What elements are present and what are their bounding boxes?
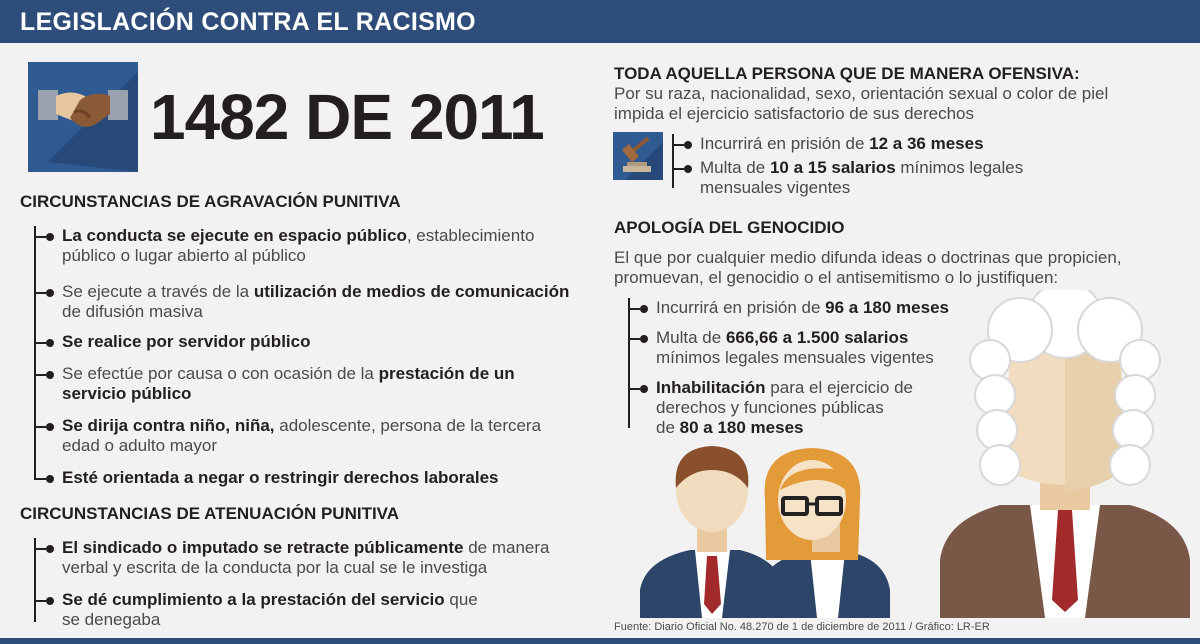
- list-rail: [34, 226, 36, 478]
- list-item-line: [62, 590, 478, 610]
- emphasis-text: Se dé cumplimiento a la prestación del servicio: [62, 590, 445, 609]
- bullet-dot-icon: [46, 475, 54, 483]
- body-text: de: [656, 418, 680, 437]
- source-note: Fuente: Diario Oficial No. 48.270 de 1 de diciembre de 2011 / Gráfico: LR-ER: [614, 621, 990, 633]
- list-connector: [34, 342, 46, 344]
- woman-figure: [760, 448, 890, 618]
- list-connector: [34, 600, 46, 602]
- bullet-dot-icon: [684, 141, 692, 149]
- body-text: para el ejercicio de: [765, 378, 913, 397]
- list-item-line: [62, 302, 569, 322]
- list-item-line: [62, 364, 515, 384]
- list-connector: [34, 236, 46, 238]
- agravacion-list: [34, 226, 594, 488]
- bullet-dot-icon: [46, 233, 54, 241]
- law-number: 1482 DE 2011: [150, 81, 544, 153]
- emphasis-text: prestación de un: [378, 364, 515, 383]
- body-text: de manera: [463, 538, 550, 557]
- bullet-dot-icon: [46, 339, 54, 347]
- footer-bar: [0, 638, 1200, 644]
- gavel-icon: [613, 132, 663, 180]
- body-text: mínimos legales mensuales vigentes: [656, 348, 934, 367]
- atenuacion-heading: CIRCUNSTANCIAS DE ATENUACIÓN PUNITIVA: [20, 504, 400, 523]
- emphasis-text: Se dirija contra niño, niña,: [62, 416, 275, 435]
- list-item-text: [62, 590, 478, 630]
- list-connector: [34, 292, 46, 294]
- bullet-dot-icon: [684, 165, 692, 173]
- genocidio-heading: APOLOGÍA DEL GENOCIDIO: [614, 218, 845, 237]
- list-item-text: [700, 134, 984, 154]
- list-item-text: [62, 538, 549, 578]
- body-text: Multa de: [700, 158, 770, 177]
- people-illustration: [600, 290, 1200, 638]
- handshake-icon: [28, 62, 138, 172]
- page-title: LEGISLACIÓN CONTRA EL RACISMO: [20, 8, 476, 36]
- list-item-line: [62, 282, 569, 302]
- logo-box: [28, 62, 138, 172]
- list-connector: [34, 374, 46, 376]
- emphasis-text: 12 a 36 meses: [869, 134, 984, 153]
- bullet-dot-icon: [46, 289, 54, 297]
- list-item-line: [62, 610, 478, 630]
- judge-figure: [940, 290, 1190, 618]
- list-item-text: [62, 468, 499, 488]
- body-text: se denegaba: [62, 610, 161, 629]
- body-text: verbal y escrita de la conducta por la cual se le investiga: [62, 558, 488, 577]
- emphasis-text: 80 a 180 meses: [679, 418, 804, 437]
- emphasis-text: El sindicado o imputado se retracte públicamente: [62, 538, 464, 557]
- atenuacion-list: [34, 538, 594, 632]
- body-text: edad o adulto mayor: [62, 436, 217, 455]
- list-item-line: [62, 332, 310, 352]
- list-item-text: [700, 158, 1023, 198]
- emphasis-text: 10 a 15 salarios: [769, 158, 896, 177]
- list-rail: [672, 134, 674, 188]
- body-text: derechos y funciones públicas: [656, 398, 884, 417]
- bullet-dot-icon: [46, 423, 54, 431]
- body-text: Incurrirá en prisión de: [656, 298, 826, 317]
- list-item-line: [700, 158, 1023, 178]
- emphasis-text: 96 a 180 meses: [825, 298, 949, 317]
- body-text: Se ejecute a través de la: [62, 282, 254, 301]
- list-item-line: [62, 246, 534, 266]
- list-item-text: [62, 416, 541, 456]
- list-item-line: [62, 558, 549, 578]
- bullet-dot-icon: [46, 545, 54, 553]
- ofensiva-description-line-1: Por su raza, nacionalidad, sexo, orientación sexual o color de piel: [614, 84, 1109, 103]
- list-connector: [34, 426, 46, 428]
- emphasis-text: Se realice por servidor público: [62, 332, 311, 351]
- list-item-text: [62, 332, 310, 352]
- list-item-text: [62, 282, 569, 322]
- bullet-dot-icon: [46, 371, 54, 379]
- emphasis-text: Inhabilitación: [656, 378, 766, 397]
- emphasis-text: 666,66 a 1.500 salarios: [725, 328, 909, 347]
- body-text: Multa de: [656, 328, 726, 347]
- list-item-text: [62, 364, 515, 404]
- body-text: público o lugar abierto al público: [62, 246, 306, 265]
- list-item-line: [62, 416, 541, 436]
- body-text: Se efectúe por causa o con ocasión de la: [62, 364, 379, 383]
- list-rail: [34, 538, 36, 622]
- body-text: Incurrirá en prisión de: [700, 134, 870, 153]
- emphasis-text: servicio público: [62, 384, 192, 403]
- list-item-text: [62, 226, 534, 266]
- body-text: que: [444, 590, 478, 609]
- genocidio-description-line-2: promuevan, el genocidio o el antisemitismo o lo justifiquen:: [614, 268, 1059, 287]
- ofensiva-list: [672, 134, 1052, 198]
- body-text: adolescente, persona de la tercera: [274, 416, 542, 435]
- list-item-line: [62, 538, 549, 558]
- list-item-line: [700, 178, 1023, 198]
- agravacion-heading: CIRCUNSTANCIAS DE AGRAVACIÓN PUNITIVA: [20, 192, 401, 211]
- header-bar: [0, 0, 1200, 43]
- list-item-line: [62, 436, 541, 456]
- body-text: mínimos legales: [895, 158, 1024, 177]
- ofensiva-heading: TODA AQUELLA PERSONA QUE DE MANERA OFENSIVA:: [614, 64, 1080, 83]
- ofensiva-description-line-2: impida el ejercicio satisfactorio de sus derechos: [614, 104, 975, 123]
- list-item-line: [700, 134, 984, 154]
- bullet-dot-icon: [46, 597, 54, 605]
- body-text: , establecimiento: [406, 226, 535, 245]
- body-text: mensuales vigentes: [700, 178, 851, 197]
- gavel-box: [613, 132, 663, 180]
- list-item-line: [62, 384, 515, 404]
- list-item-line: [62, 226, 534, 246]
- list-connector: [672, 168, 684, 170]
- emphasis-text: utilización de medios de comunicación: [253, 282, 570, 301]
- emphasis-text: Esté orientada a negar o restringir derechos laborales: [62, 468, 499, 487]
- body-text: de difusión masiva: [62, 302, 203, 321]
- list-connector: [34, 548, 46, 550]
- genocidio-description-line-1: El que por cualquier medio difunda ideas o doctrinas que propicien,: [614, 248, 1122, 267]
- emphasis-text: La conducta se ejecute en espacio público: [62, 226, 407, 245]
- list-connector: [34, 478, 46, 480]
- list-item-line: [62, 468, 499, 488]
- list-connector: [672, 144, 684, 146]
